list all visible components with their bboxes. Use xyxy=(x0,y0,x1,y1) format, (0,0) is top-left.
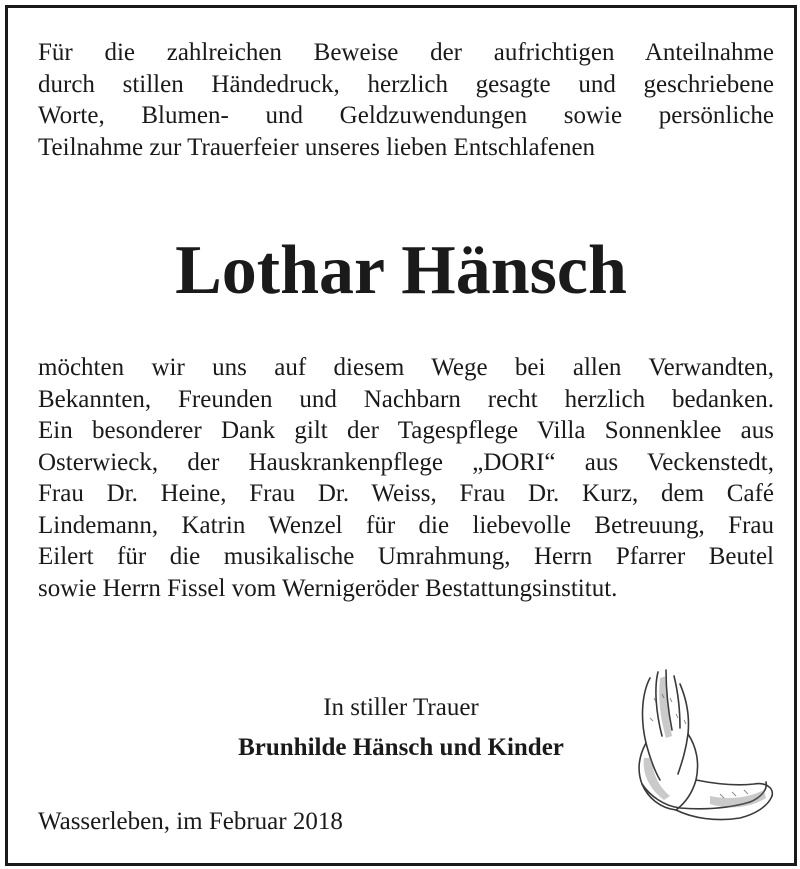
mourning-label: In stiller Trauer xyxy=(323,694,479,721)
notice-frame xyxy=(5,5,797,866)
intro-line: durch stillen Händedruck, herzlich gesagte und geschriebene xyxy=(38,70,774,98)
intro-line: Für die zahlreichen Beweise der aufrichtigen Anteilnahme xyxy=(38,39,774,66)
thanks-line: Bekannten, Freunden und Nachbarn recht herzlich bedanken. xyxy=(38,385,774,413)
thanks-line: möchten wir uns auf diesem Wege bei allen Verwandten, xyxy=(38,354,774,381)
thanks-line: sowie Herrn Fissel vom Wernigeröder Bestattungsinstitut. xyxy=(38,574,618,602)
place-date: Wasserleben, im Februar 2018 xyxy=(38,808,343,835)
praying-hands-icon xyxy=(620,658,782,828)
deceased-name: Lothar Hänsch xyxy=(175,232,627,309)
thanks-line: Osterwieck, der Hauskrankenpflege „DORI“ aus Veckenstedt, xyxy=(38,448,774,476)
intro-line: Teilnahme zur Trauerfeier unseres lieben Entschlafenen xyxy=(38,133,596,161)
thanks-line: Ein besonderer Dank gilt der Tagespflege Villa Sonnenklee aus xyxy=(38,417,774,444)
intro-paragraph xyxy=(38,37,774,163)
thanks-line: Frau Dr. Heine, Frau Dr. Weiss, Frau Dr. Kurz, dem Café xyxy=(38,480,774,507)
intro-line: Worte, Blumen- und Geldzuwendungen sowie persönliche xyxy=(38,102,774,129)
thanks-line: Eilert für die musikalische Umrahmung, Herrn Pfarrer Beutel xyxy=(38,543,774,570)
thanks-line: Lindemann, Katrin Wenzel für die liebevolle Betreuung, Frau xyxy=(38,511,774,539)
family-signature: Brunhilde Hänsch und Kinder xyxy=(238,734,564,761)
thanks-paragraph xyxy=(38,352,774,604)
